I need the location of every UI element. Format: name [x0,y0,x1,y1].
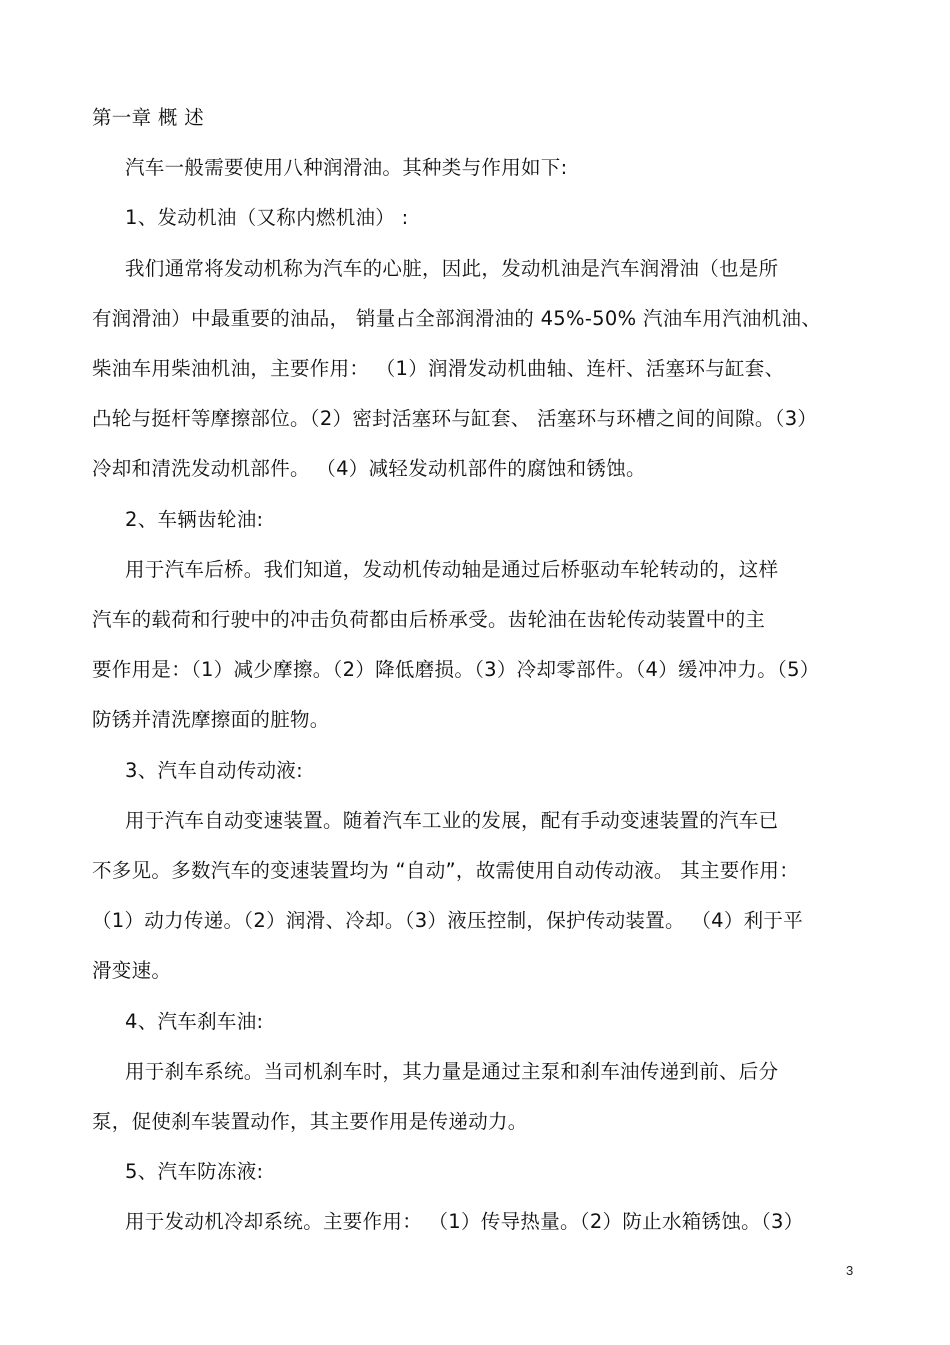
paragraph-line: 柴油车用柴油机油，主要作用： （1）润滑发动机曲轴、连杆、活塞环与缸套、 [92,357,785,380]
intro-paragraph: 汽车一般需要使用八种润滑油。其种类与作用如下: [125,156,568,179]
paragraph-line: 有润滑油）中最重要的油品， 销量占全部润滑油的 45%-50% 汽油车用汽油机油、 [92,307,822,330]
paragraph-line: 用于发动机冷却系统。主要作用： （1）传导热量。（2）防止水箱锈蚀。（3） [125,1210,804,1233]
page-number: 3 [846,1263,854,1278]
paragraph-line: 用于汽车自动变速装置。随着汽车工业的发展，配有手动变速装置的汽车已 [125,809,779,832]
paragraph-line: 汽车的载荷和行驶中的冲击负荷都由后桥承受。齿轮油在齿轮传动装置中的主 [92,608,766,631]
paragraph-line: 冷却和清洗发动机部件。 （4）减轻发动机部件的腐蚀和锈蚀。 [92,457,646,480]
chapter-heading: 第一章 概 述 [92,106,204,129]
section-heading-transmission-fluid: 3、汽车自动传动液: [125,759,303,782]
paragraph-line: 泵，促使刹车装置动作，其主要作用是传递动力。 [92,1110,528,1133]
paragraph-line: 滑变速。 [92,959,172,982]
paragraph-line: 用于刹车系统。当司机刹车时，其力量是通过主泵和刹车油传递到前、后分 [125,1060,779,1083]
section-heading-brake-fluid: 4、汽车刹车油: [125,1010,264,1033]
paragraph-line: 要作用是：（1）减少摩擦。（2）降低磨损。（3）冷却零部件。（4）缓冲冲力。（5） [92,658,820,681]
section-heading-antifreeze: 5、汽车防冻液: [125,1160,264,1183]
paragraph-line: 我们通常将发动机称为汽车的心脏，因此，发动机油是汽车润滑油（也是所 [125,257,779,280]
paragraph-line: （1）动力传递。（2）润滑、冷却。（3）液压控制，保护传动装置。 （4）利于平 [92,909,804,932]
section-heading-gear-oil: 2、车辆齿轮油: [125,508,264,531]
section-heading-engine-oil: 1、发动机油（又称内燃机油） : [125,206,409,229]
paragraph-line: 防锈并清洗摩擦面的脏物。 [92,708,330,731]
paragraph-line: 不多见。多数汽车的变速装置均为 “自动”，故需使用自动传动液。 其主要作用： [92,859,800,882]
paragraph-line: 凸轮与挺杆等摩擦部位。（2）密封活塞环与缸套、 活塞环与环槽之间的间隙。（3） [92,407,818,430]
paragraph-line: 用于汽车后桥。我们知道，发动机传动轴是通过后桥驱动车轮转动的，这样 [125,558,779,581]
